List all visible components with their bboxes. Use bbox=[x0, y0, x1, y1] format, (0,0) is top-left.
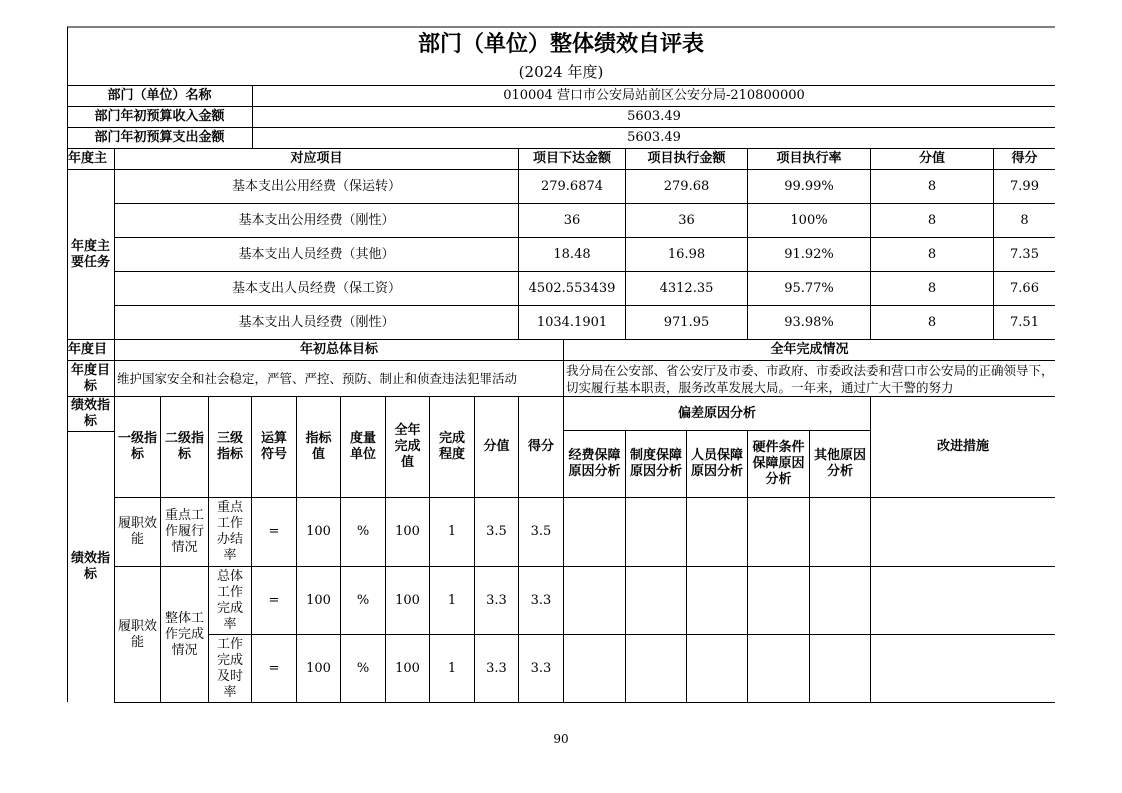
indicator-score: 3.3 bbox=[530, 660, 552, 676]
indicator-header-l1: 一级指 标 bbox=[117, 431, 157, 462]
dept-name-value: 010004 营口市公安局站前区公安分局-210800000 bbox=[503, 88, 805, 103]
goals-header-complete: 全年完成情况 bbox=[770, 342, 849, 357]
task-score: 7.66 bbox=[1010, 280, 1039, 296]
income-value: 5603.49 bbox=[627, 109, 681, 124]
indicator-header-l3: 三级 指标 bbox=[216, 431, 243, 462]
indicator-l3: 总体 工作 完成 率 bbox=[216, 568, 243, 632]
dept-name-label: 部门（单位）名称 bbox=[107, 88, 212, 103]
indicator-l3: 重点 工作 办结 率 bbox=[216, 500, 243, 563]
task-rate: 91.92% bbox=[784, 246, 834, 262]
task-allocated: 4502.553439 bbox=[528, 280, 616, 296]
tasks-header-points: 分值 bbox=[918, 151, 945, 166]
task-rate: 100% bbox=[790, 212, 828, 228]
deviation-header: 偏差原因分析 bbox=[677, 405, 756, 421]
task-allocated: 1034.1901 bbox=[536, 314, 608, 330]
deviation-col-staff: 人员保障 原因分析 bbox=[690, 448, 743, 479]
task-name: 基本支出人员经费（其他） bbox=[238, 246, 395, 262]
task-rate: 95.77% bbox=[784, 280, 834, 296]
task-points: 8 bbox=[927, 246, 937, 262]
indicator-l1: 履职效 能 bbox=[117, 618, 157, 650]
task-executed: 279.68 bbox=[663, 178, 710, 194]
task-name: 基本支出人员经费（刚性） bbox=[238, 314, 395, 330]
goals-complete-text: 我分局在公安部、省公安厅及市委、市政府、市委政法委和营口市公安局的正确领导下，切实履行基本职责，服务改革发展大局。一年来，通过广大干警的努力 bbox=[566, 363, 1054, 395]
indicator-op: = bbox=[268, 660, 280, 676]
indicator-header-l2: 二级指 标 bbox=[164, 431, 204, 462]
indicator-points: 3.3 bbox=[486, 660, 507, 676]
indicator-target: 100 bbox=[306, 592, 331, 608]
task-executed: 971.95 bbox=[663, 314, 710, 330]
task-rate: 93.98% bbox=[784, 314, 834, 330]
indicator-degree: 1 bbox=[447, 524, 457, 539]
indicator-header-actual: 全年 完成 值 bbox=[394, 423, 421, 470]
indicator-actual: 100 bbox=[395, 524, 420, 539]
task-name: 基本支出公用经费（刚性） bbox=[238, 212, 395, 228]
task-name: 基本支出公用经费（保运转） bbox=[231, 178, 401, 194]
indicators-top-label: 绩效指 标 bbox=[70, 398, 110, 429]
goals-header-initial: 年初总体目标 bbox=[299, 342, 378, 357]
indicator-l2: 重点工 作履行 情况 bbox=[164, 508, 204, 555]
tasks-side-label: 年度主 要任务 bbox=[70, 238, 110, 270]
task-allocated: 18.48 bbox=[553, 246, 591, 262]
income-label: 部门年初预算收入金额 bbox=[94, 109, 225, 124]
indicator-degree: 1 bbox=[447, 592, 457, 608]
task-points: 8 bbox=[927, 178, 937, 194]
task-allocated: 279.6874 bbox=[540, 178, 604, 194]
goals-side-label: 年度目 标 bbox=[70, 362, 110, 394]
tasks-header-executed: 项目执行金额 bbox=[647, 151, 726, 166]
task-points: 8 bbox=[927, 280, 937, 296]
page-title: 部门（单位）整体绩效自评表 bbox=[417, 32, 704, 57]
deviation-col-hardware: 硬件条件 保障原因 分析 bbox=[752, 440, 805, 487]
deviation-col-system: 制度保障 原因分析 bbox=[629, 448, 682, 479]
indicators-side-label: 绩效指 标 bbox=[70, 551, 110, 582]
task-score: 7.99 bbox=[1010, 178, 1039, 194]
indicator-header-points: 分值 bbox=[483, 439, 510, 454]
indicator-header-target: 指标 值 bbox=[305, 431, 332, 462]
task-executed: 4312.35 bbox=[659, 280, 714, 296]
deviation-col-other: 其他原因 分析 bbox=[813, 448, 866, 479]
task-executed: 16.98 bbox=[667, 246, 706, 262]
task-score: 7.35 bbox=[1010, 246, 1039, 262]
indicator-actual: 100 bbox=[395, 660, 420, 676]
task-score: 7.51 bbox=[1010, 314, 1039, 330]
task-executed: 36 bbox=[678, 212, 695, 228]
tasks-section-label: 年度主 bbox=[68, 151, 108, 166]
indicator-unit: % bbox=[356, 524, 370, 539]
indicator-unit: % bbox=[356, 592, 370, 608]
indicator-header-score: 得分 bbox=[527, 439, 554, 454]
indicator-points: 3.5 bbox=[486, 524, 507, 539]
indicator-l2: 整体工 作完成 情况 bbox=[164, 610, 204, 658]
indicator-op: = bbox=[268, 524, 280, 539]
task-score: 8 bbox=[1020, 212, 1029, 228]
indicator-op: = bbox=[268, 592, 280, 608]
deviation-col-funding: 经费保障 原因分析 bbox=[568, 448, 621, 479]
goals-initial-text: 维护国家安全和社会稳定，严管、严控、预防、制止和侦查违法犯罪活动 bbox=[117, 370, 518, 386]
task-name: 基本支出人员经费（保工资） bbox=[231, 280, 401, 296]
tasks-header-rate: 项目执行率 bbox=[776, 151, 842, 166]
tasks-header-score: 得分 bbox=[1011, 151, 1038, 166]
indicator-target: 100 bbox=[306, 524, 331, 539]
indicator-l1: 履职效 能 bbox=[117, 516, 157, 547]
page-subtitle: (2024 年度) bbox=[518, 63, 604, 81]
tasks-header-allocated: 项目下达金额 bbox=[532, 151, 611, 166]
tasks-header-item: 对应项目 bbox=[290, 151, 343, 166]
goals-section-label: 年度目 bbox=[68, 342, 108, 357]
expense-value: 5603.49 bbox=[627, 130, 681, 145]
indicator-l3: 工作 完成 及时 率 bbox=[216, 636, 243, 700]
improve-header: 改进措施 bbox=[936, 439, 989, 454]
indicator-header-op: 运算 符号 bbox=[260, 431, 287, 462]
indicator-score: 3.5 bbox=[530, 524, 552, 539]
indicator-actual: 100 bbox=[395, 592, 420, 608]
indicator-target: 100 bbox=[306, 660, 331, 676]
task-points: 8 bbox=[927, 212, 937, 228]
indicator-points: 3.3 bbox=[486, 592, 507, 608]
task-rate: 99.99% bbox=[784, 178, 834, 194]
expense-label: 部门年初预算支出金额 bbox=[94, 130, 225, 145]
indicator-header-unit: 度量 单位 bbox=[349, 431, 376, 462]
indicator-unit: % bbox=[356, 660, 370, 676]
indicator-header-degree: 完成 程度 bbox=[438, 431, 465, 462]
task-allocated: 36 bbox=[563, 212, 581, 228]
task-points: 8 bbox=[927, 314, 937, 330]
indicator-score: 3.3 bbox=[530, 592, 552, 608]
page-number: 90 bbox=[553, 732, 569, 746]
indicator-degree: 1 bbox=[447, 660, 457, 676]
